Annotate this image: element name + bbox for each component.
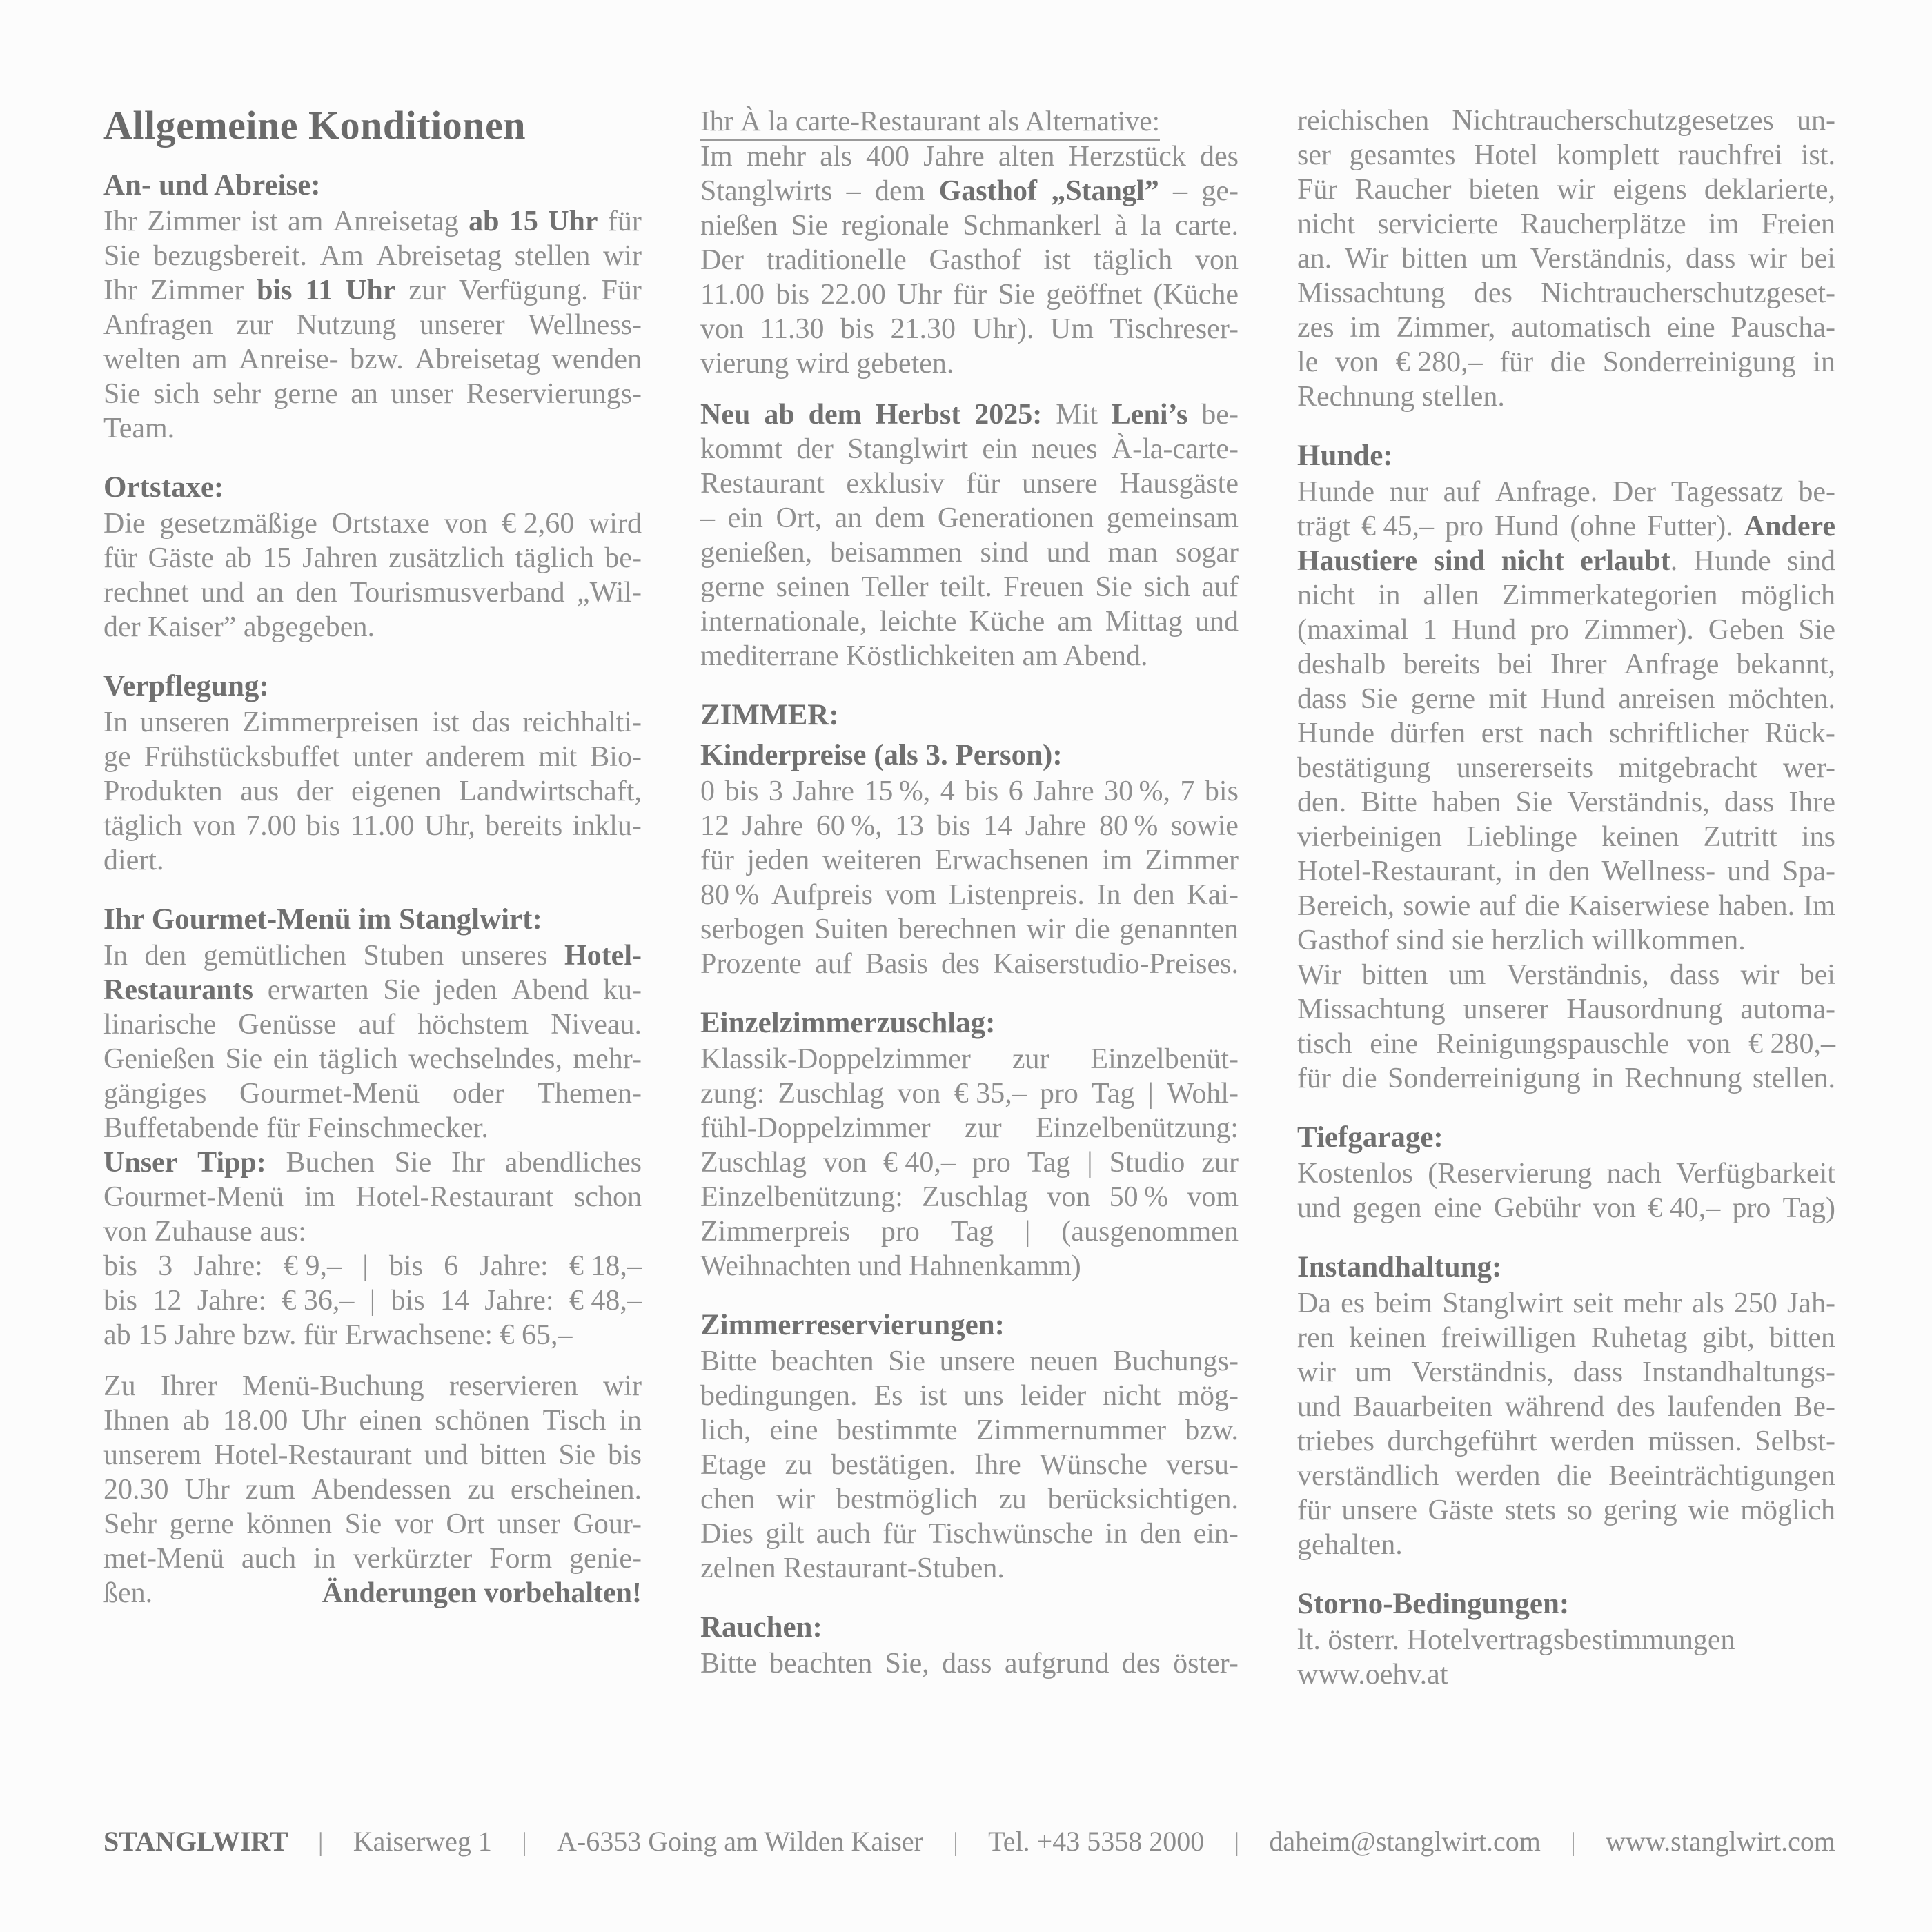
paragraph <box>700 1646 1239 1681</box>
section-heading-kinderpreise: Kinderpreise (als 3. Person): <box>700 739 1063 771</box>
footer-item: Tel. +43 5358 2000 <box>988 1826 1205 1857</box>
text-line: und gegen eine Gebühr von € 40,– pro Tag) <box>1297 1192 1835 1224</box>
text-line: reichischen Nichtraucherschutzgesetzes un- <box>1297 105 1835 137</box>
text-line: Missachtung des Nichtraucherschutzgeset- <box>1297 277 1835 309</box>
paragraph <box>700 397 1239 673</box>
text-line: deshalb bereits bei Ihrer Anfrage bekannt, <box>1297 649 1835 680</box>
text-line: Etage zu bestätigen. Ihre Wünsche versu- <box>700 1449 1239 1481</box>
footer-separator: | <box>522 1828 527 1857</box>
section-heading-tiefgarage: Tiefgarage: <box>1297 1121 1443 1154</box>
text-line: tisch eine Reinigungspauschle von € 280,– <box>1297 1028 1835 1060</box>
text-line: der Kaiser” abgegeben. <box>103 611 375 643</box>
paragraph <box>1297 103 1835 414</box>
text-line: vierung wird gebeten. <box>700 348 954 379</box>
column-3 <box>1297 103 1835 1692</box>
text-line: den. Bitte haben Sie Verständnis, dass Ihre <box>1297 787 1835 818</box>
text-line: nießen Sie regionale Schmankerl à la carte. <box>700 210 1239 241</box>
text-line: zelnen Restaurant-Stuben. <box>700 1552 1005 1584</box>
section-heading-hunde: Hunde: <box>1297 440 1393 472</box>
text-line: bis 12 Jahre: € 36,– | bis 14 Jahre: € 48,– <box>103 1285 642 1317</box>
text-line: Stanglwirts – dem Gasthof „Stangl” – ge- <box>700 175 1239 207</box>
column-3-blocks <box>1297 103 1835 1692</box>
footer-item: A-6353 Going am Wilden Kaiser <box>557 1826 923 1857</box>
text-line: Sie sich sehr gerne an unser Reservierungs- <box>103 378 642 410</box>
text-line: Hotel-Restaurant, in den Wellness- und Spa- <box>1297 856 1835 887</box>
paragraph <box>103 506 642 644</box>
text-line: (maximal 1 Hund pro Zimmer). Geben Sie <box>1297 614 1835 646</box>
text-line: von 11.30 bis 21.30 Uhr). Um Tischreser- <box>700 313 1239 345</box>
text-line: – ein Ort, an dem Generationen gemeinsam <box>700 502 1239 534</box>
text-line: Sie bezugsbereit. Am Abreisetag stellen wir <box>103 240 642 272</box>
footer-item: Kaiserweg 1 <box>353 1826 492 1857</box>
text-line: Bitte beachten Sie unsere neuen Buchungs- <box>700 1346 1239 1377</box>
columns <box>103 103 1835 1692</box>
column-1 <box>103 103 642 1692</box>
text-line: gehalten. <box>1297 1529 1403 1561</box>
text-line: Wir bitten um Verständnis, dass wir bei <box>1297 959 1835 991</box>
text-line: serbogen Suiten berechnen wir die genannten <box>700 914 1239 945</box>
text-line: le von € 280,– für die Sonderreinigung in <box>1297 346 1835 378</box>
section-heading-ortstaxe: Ortstaxe: <box>103 471 224 504</box>
text-line: In unseren Zimmerpreisen ist das reichhalti- <box>103 707 642 738</box>
text-line: von Zuhause aus: <box>103 1216 306 1248</box>
text-line: Hunde dürfen erst nach schriftlicher Rück- <box>1297 718 1835 749</box>
section-heading-verpflegung: Verpflegung: <box>103 670 269 702</box>
footer-separator: | <box>1570 1828 1576 1857</box>
text-line: Prozente auf Basis des Kaiserstudio-Preises. <box>700 948 1239 980</box>
text-line: täglich von 7.00 bis 11.00 Uhr, bereits inklu- <box>103 810 642 842</box>
text-line: fühl-Doppelzimmer zur Einzelbenützung: <box>700 1112 1239 1144</box>
text-line: chen wir bestmöglich zu berücksichtigen. <box>700 1483 1239 1515</box>
text-line: Die gesetzmäßige Ortstaxe von € 2,60 wird <box>103 508 642 540</box>
text-line: bis 3 Jahre: € 9,– | bis 6 Jahre: € 18,– <box>103 1250 642 1282</box>
section-heading-zimmer: ZIMMER: <box>700 699 839 731</box>
paragraph <box>700 1344 1239 1586</box>
footer-item: www.stanglwirt.com <box>1606 1826 1835 1857</box>
text-line: ge Frühstücksbuffet unter anderem mit Bio- <box>103 741 642 773</box>
section-heading-gourmet-menue: Ihr Gourmet-Menü im Stanglwirt: <box>103 903 542 936</box>
text-line: Zimmerpreis pro Tag | (ausgenommen <box>700 1216 1239 1248</box>
text-line: Im mehr als 400 Jahre alten Herzstück des <box>700 141 1239 172</box>
text-line: zung: Zuschlag von € 35,– pro Tag | Wohl- <box>700 1078 1239 1110</box>
section-heading-a-la-carte-restaurant: Ihr À la carte-Restaurant als Alternative: <box>700 103 1239 138</box>
footer-separator: | <box>317 1828 324 1857</box>
paragraph <box>103 705 642 878</box>
text-line: nicht servicierte Raucherplätze im Freien <box>1297 208 1835 240</box>
text-line: Einzelbenützung: Zuschlag von 50 % vom <box>700 1181 1239 1213</box>
text-line: Ihr Zimmer ist am Anreisetag ab 15 Uhr für <box>103 206 642 237</box>
paragraph <box>1297 1623 1835 1692</box>
text-line: Genießen Sie ein täglich wechselndes, mehr- <box>103 1043 642 1075</box>
text-line: trägt € 45,– pro Hund (ohne Futter). Andere <box>1297 511 1835 542</box>
text-line: bestätigung unsererseits mitgebracht wer- <box>1297 752 1835 784</box>
text-line: für Gäste ab 15 Jahren zusätzlich täglich be- <box>103 542 642 574</box>
text-line: Anfragen zur Nutzung unserer Wellness- <box>103 309 642 341</box>
paragraph <box>1297 475 1835 1096</box>
text-line: Haustiere sind nicht erlaubt. Hunde sind <box>1297 545 1835 577</box>
section-heading-instandhaltung: Instandhaltung: <box>1297 1251 1502 1283</box>
text-line: Für Raucher bieten wir eigens deklarierte, <box>1297 174 1835 206</box>
text-line: 20.30 Uhr zum Abendessen zu erscheinen. <box>103 1474 642 1506</box>
text-line: ser gesamtes Hotel komplett rauchfrei ist. <box>1297 139 1835 171</box>
text-line: vierbeinigen Lieblinge keinen Zutritt ins <box>1297 821 1835 853</box>
text-line: Restaurants erwarten Sie jeden Abend ku- <box>103 974 642 1006</box>
text-line: linarische Genüsse auf höchstem Niveau. <box>103 1009 642 1041</box>
text-line: internationale, leichte Küche am Mittag und <box>700 606 1239 638</box>
text-line: gerne seinen Teller teilt. Freuen Sie sich auf <box>700 571 1239 603</box>
text-line: nicht in allen Zimmerkategorien möglich <box>1297 580 1835 611</box>
text-line: lt. österr. Hotelvertragsbestimmungen <box>1297 1624 1735 1656</box>
text-line: kommt der Stanglwirt ein neues À-la-carte- <box>700 433 1239 465</box>
page-title: Allgemeine Konditionen <box>103 103 526 148</box>
text-line: diert. <box>103 845 164 876</box>
text-line: bedingungen. Es ist uns leider nicht mög- <box>700 1380 1239 1412</box>
text-line: unserem Hotel-Restaurant und bitten Sie bis <box>103 1439 642 1471</box>
text-line: Gasthof sind sie herzlich willkommen. <box>1297 925 1746 956</box>
paragraph <box>700 774 1239 981</box>
text-line: triebes durchgeführt werden müssen. Selbst- <box>1297 1426 1835 1457</box>
text-line: 11.00 bis 22.00 Uhr für Sie geöffnet (Küche <box>700 279 1239 310</box>
text-line: mediterrane Köstlichkeiten am Abend. <box>700 640 1148 672</box>
text-line: In den gemütlichen Stuben unseres Hotel- <box>103 940 642 972</box>
text-line: Der traditionelle Gasthof ist täglich von <box>700 244 1239 276</box>
text-line: Bereich, sowie auf die Kaiserwiese haben. Im <box>1297 890 1835 922</box>
text-line: an. Wir bitten um Verständnis, dass wir bei <box>1297 243 1835 275</box>
paragraph <box>700 1042 1239 1283</box>
section-heading-rauchen: Rauchen: <box>700 1611 822 1644</box>
text-line: zes im Zimmer, automatisch eine Pauscha- <box>1297 312 1835 344</box>
text-line: Missachtung unserer Hausordnung automa- <box>1297 994 1835 1025</box>
text-line: www.oehv.at <box>1297 1659 1448 1690</box>
text-line: für jeden weiteren Erwachsenen im Zimmer <box>700 845 1239 876</box>
text-line: Weihnachten und Hahnenkamm) <box>700 1250 1081 1282</box>
text-line: ßen. Änderungen vorbehalten! <box>103 1577 642 1609</box>
text-line: Gourmet-Menü im Hotel-Restaurant schon <box>103 1181 642 1213</box>
text-line: Kostenlos (Reservierung nach Verfügbarkeit <box>1297 1158 1835 1190</box>
text-line: Unser Tipp: Buchen Sie Ihr abendliches <box>103 1147 642 1179</box>
text-line: Zu Ihrer Menü-Buchung reservieren wir <box>103 1370 642 1402</box>
text-line: verständlich werden die Beeinträchtigungen <box>1297 1460 1835 1492</box>
text-line: Team. <box>103 413 175 444</box>
text-line: 0 bis 3 Jahre 15 %, 4 bis 6 Jahre 30 %, 7 bis <box>700 776 1239 807</box>
column-2 <box>700 103 1239 1692</box>
text-line: ren keinen freiwilligen Ruhetag gibt, bitten <box>1297 1322 1835 1354</box>
paragraph <box>103 938 642 1352</box>
paragraph <box>103 204 642 446</box>
section-heading-zimmerreservierungen: Zimmerreservierungen: <box>700 1309 1005 1341</box>
text-line: Da es beim Stanglwirt seit mehr als 250 Jah- <box>1297 1288 1835 1319</box>
text-line: dass Sie gerne mit Hund anreisen möchten. <box>1297 683 1835 715</box>
text-line: Produkten aus der eigenen Landwirtschaft, <box>103 776 642 807</box>
paragraph <box>1297 1286 1835 1562</box>
text-line: met-Menü auch in verkürzter Form genie- <box>103 1543 642 1575</box>
footer <box>103 1825 1835 1859</box>
text-line: gängiges Gourmet-Menü oder Themen- <box>103 1078 642 1110</box>
paragraph <box>1297 1156 1835 1225</box>
text-line: für unsere Gäste stets so gering wie möglich <box>1297 1495 1835 1526</box>
text-line: lich, eine bestimmte Zimmernummer bzw. <box>700 1414 1239 1446</box>
text-line: wir um Verständnis, dass Instandhaltungs- <box>1297 1357 1835 1388</box>
text-line: Neu ab dem Herbst 2025: Mit Leni’s be- <box>700 399 1239 431</box>
paragraph <box>700 139 1239 381</box>
section-heading-an-und-abreise: An- und Abreise: <box>103 169 321 201</box>
footer-item: STANGLWIRT <box>103 1826 288 1857</box>
text-line: Ihr Zimmer bis 11 Uhr zur Verfügung. Für <box>103 275 642 306</box>
text-line: Ihnen ab 18.00 Uhr einen schönen Tisch in <box>103 1405 642 1437</box>
text-line: 80 % Aufpreis vom Listenpreis. In den Kai- <box>700 879 1239 911</box>
text-line: Bitte beachten Sie, dass aufgrund des öster- <box>700 1648 1239 1679</box>
text-line: Buffetabende für Feinschmecker. <box>103 1112 489 1144</box>
text-line: ab 15 Jahre bzw. für Erwachsene: € 65,– <box>103 1319 573 1351</box>
text-line: welten am Anreise- bzw. Abreisetag wenden <box>103 344 642 375</box>
text-line: rechnet und an den Tourismusverband „Wil- <box>103 577 642 609</box>
footer-separator: | <box>953 1828 958 1857</box>
footer-separator: | <box>1234 1828 1240 1857</box>
text-line: Dies gilt auch für Tischwünsche in den ein- <box>700 1518 1239 1550</box>
text-line: Klassik-Doppelzimmer zur Einzelbenüt- <box>700 1043 1239 1075</box>
column-2-blocks <box>700 103 1239 1681</box>
text-line: Hunde nur auf Anfrage. Der Tagessatz be- <box>1297 476 1835 508</box>
text-line: und Bauarbeiten während des laufenden Be- <box>1297 1391 1835 1423</box>
text-line: genießen, beisammen sind und man sogar <box>700 537 1239 569</box>
text-line: Zuschlag von € 40,– pro Tag | Studio zur <box>700 1147 1239 1179</box>
section-heading-storno-bedingungen: Storno-Bedingungen: <box>1297 1588 1570 1620</box>
text-line: 12 Jahre 60 %, 13 bis 14 Jahre 80 % sowie <box>700 810 1239 842</box>
text-line: Sehr gerne können Sie vor Ort unser Gour- <box>103 1508 642 1540</box>
text-line: Restaurant exklusiv für unsere Hausgäste <box>700 468 1239 500</box>
column-1-blocks <box>103 168 642 1610</box>
paragraph <box>103 1369 642 1610</box>
section-heading-einzelzimmerzuschlag: Einzelzimmerzuschlag: <box>700 1007 996 1039</box>
text-line: Rechnung stellen. <box>1297 381 1505 413</box>
text-line: für die Sonderreinigung in Rechnung stellen. <box>1297 1063 1835 1094</box>
footer-item: daheim@stanglwirt.com <box>1269 1826 1541 1857</box>
